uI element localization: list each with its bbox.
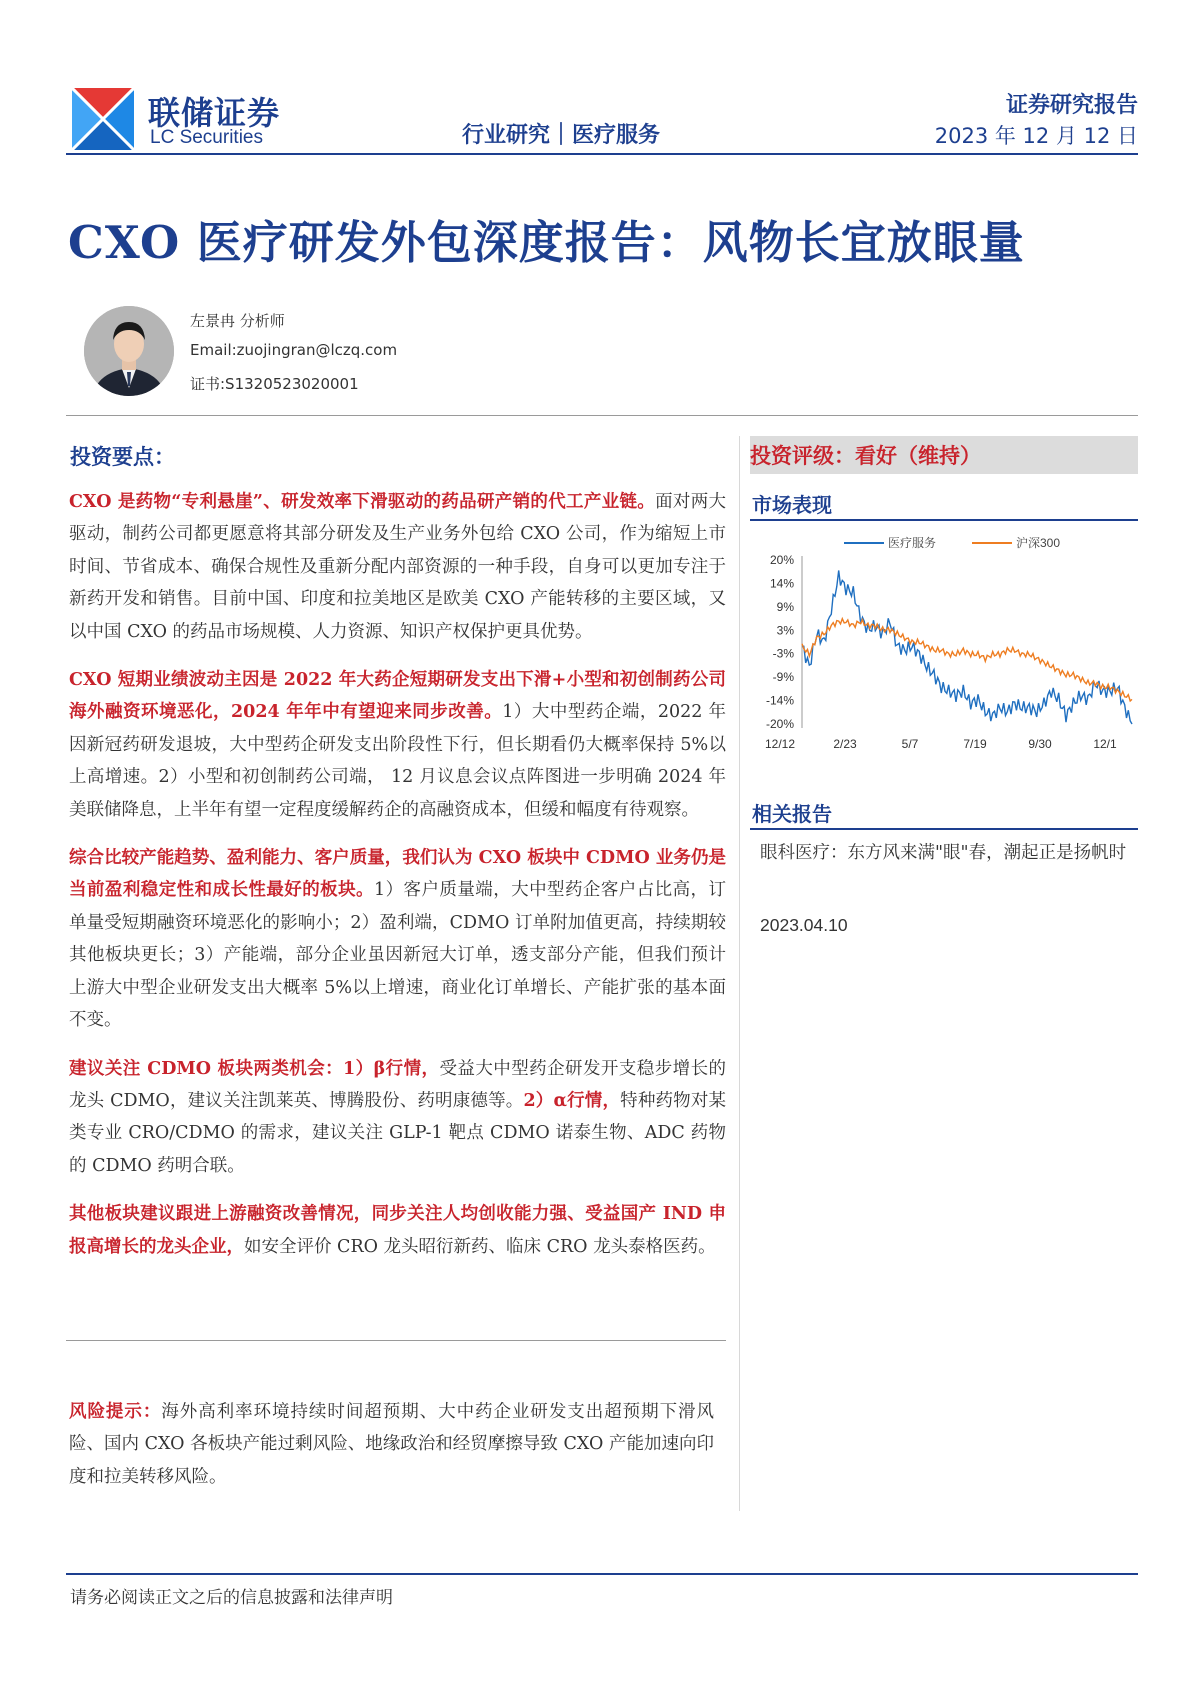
header-category: 行业研究｜医疗服务 (462, 123, 661, 148)
logo (72, 88, 134, 150)
y-tick-label: 3% (776, 623, 794, 638)
analyst-name: 左景冉 分析师 (190, 312, 285, 330)
paragraph-text: 特种药物对某类专业 CRO/CDMO 的需求，建议关注 GLP-1 靶点 CDMO 诺泰生物、ADC 药物的 CDMO 药明合联。 (69, 1090, 727, 1176)
report-date: 2023 年 12 月 12 日 (934, 124, 1138, 148)
market-performance-title: 市场表现 (752, 493, 832, 517)
related-title-rule (750, 828, 1138, 830)
x-tick-label: 12/12 (764, 737, 796, 751)
footer-disclaimer[interactable]: 请务必阅读正文之后的信息披露和法律声明 (70, 1588, 393, 1608)
related-report-link[interactable]: 眼科医疗：东方风来满"眼"春，潮起正是扬帆时 (760, 843, 1127, 863)
logo-name-en: LC Securities (150, 127, 263, 148)
paragraph-short-term (69, 664, 726, 826)
avatar (84, 306, 174, 396)
x-tick-label: 12/1 (1093, 737, 1117, 751)
report-type: 证券研究报告 (1005, 93, 1138, 118)
x-tick-label: 7/19 (963, 737, 987, 751)
y-tick-label: 14% (769, 576, 794, 591)
risk-warning (69, 1396, 714, 1493)
related-report-date: 2023.04.10 (760, 915, 848, 935)
column-divider (739, 436, 740, 1511)
x-tick-label: 9/30 (1028, 737, 1052, 751)
market-title-rule (750, 519, 1138, 521)
paragraph-highlight: 其他板块建议跟进上游融资改善情况，同步关注人均创收能力强、受益国产 IND 申报高增长的龙头企业， (69, 1204, 726, 1257)
market-chart (750, 524, 1140, 754)
paragraph-cxo-drivers (69, 486, 726, 648)
y-tick-label: -3% (772, 646, 794, 661)
paragraph-text: 如安全评价 CRO 龙头昭衍新药、临床 CRO 龙头泰格医药。 (244, 1236, 716, 1257)
analyst-license: 证书:S1320523020001 (190, 375, 359, 393)
market-chart-svg (750, 524, 1140, 754)
analyst-email[interactable]: Email:zuojingran@lczq.com (190, 341, 398, 359)
paragraph-highlight: CXO 是药物“专利悬崖”、研发效率下滑驱动的药品研产销的代工产业链。 (69, 492, 656, 512)
y-tick-label: -14% (765, 693, 794, 708)
risk-text: 海外高利率环境持续时间超预期、大中药企业研发支出超预期下滑风险、国内 CXO 各板块产能过剩风险、地缘政治和经贸摩擦导致 CXO 产能加速向印度和拉美转移风险。 (69, 1402, 714, 1487)
y-tick-label: 20% (769, 553, 794, 567)
paragraph-highlight: 综合比较产能趋势、盈利能力、客户质量，我们认为 CXO 板块中 CDMO 业务仍是当前盈利稳定性和成长性最好的板块。 (69, 848, 726, 901)
paragraph-text: 1）大中型药企端，2022 年因新冠药研发退坡，大中型药企研发支出阶段性下行，但长期看仍大概率保持 5%以上高增速。2）小型和初创制药公司端， 12 月议息会议点阵图进一步明确 2024 年美联储降息，上半年有望一定程度缓解药企的高融资成本，但缓和幅度有待观察。 (69, 702, 726, 820)
series-line-1 (802, 571, 1132, 725)
page-title: CXO 医疗研发外包深度报告：风物长宜放眼量 (68, 216, 1025, 269)
y-tick-label: -9% (772, 670, 794, 685)
author-divider (66, 415, 1138, 416)
section-title-key-points: 投资要点： (70, 445, 175, 469)
risk-label: 风险提示： (69, 1402, 162, 1422)
logo-name-cn: 联储证券 (148, 94, 281, 132)
paragraph-cdmo (69, 842, 726, 1036)
paragraph-recommendation (69, 1053, 726, 1183)
investment-rating: 投资评级：看好（维持） (750, 444, 981, 468)
y-tick-label: -20% (765, 717, 794, 731)
paragraph-highlight: CXO 短期业绩波动主因是 2022 年大药企短期研发支出下滑+小型和初创制药公司海外融资环境恶化，2024 年年中有望迎来同步改善。 (69, 670, 726, 723)
paragraph-other-sectors (69, 1198, 726, 1263)
related-reports-title: 相关报告 (752, 802, 832, 826)
x-tick-label: 5/7 (901, 737, 919, 751)
paragraph-text: 受益大中型药企研发开支稳步增长的龙头 CDMO，建议关注凯莱英、博腾股份、药明康德等。 (69, 1058, 727, 1111)
x-tick-label: 2/23 (833, 737, 857, 751)
series-line-2 (802, 619, 1132, 701)
logo-mark-icon (72, 88, 134, 150)
legend-label-1: 医疗服务 (888, 536, 937, 550)
header-rule (66, 153, 1138, 155)
paragraph-text: 1）客户质量端，大中型药企客户占比高，订单量受短期融资环境恶化的影响小；2）盈利端，CDMO 订单附加值更高，持续期较其他板块更长；3）产能端，部分企业虽因新冠大订单，透支部分产能，但我们预计上游大中型企业研发支出大概率 5%以上增速，商业化订单增长、产能扩张的基本面不变。 (69, 880, 727, 1031)
paragraph-highlight: 2）α行情， (523, 1090, 621, 1111)
main-body (69, 486, 726, 1263)
paragraph-text: 面对两大驱动，制药公司都更愿意将其部分研发及生产业务外包给 CXO 公司，作为缩短上市时间、节省成本、确保合规性及重新分配内部资源的一种手段，自身可以更加专注于新药开发和销售。目前中国、印度和拉美地区是欧美 CXO 产能转移的主要区域，又以中国 CXO 的药品市场规模、人力资源、知识产权保护更具优势。 (69, 492, 727, 642)
analyst-portrait-icon (84, 306, 174, 396)
risk-divider (66, 1340, 726, 1341)
legend-label-2: 沪深300 (1016, 536, 1061, 550)
footer-rule (66, 1573, 1138, 1575)
paragraph-highlight: 建议关注 CDMO 板块两类机会：1）β行情， (69, 1058, 440, 1079)
y-tick-label: 9% (776, 599, 794, 614)
